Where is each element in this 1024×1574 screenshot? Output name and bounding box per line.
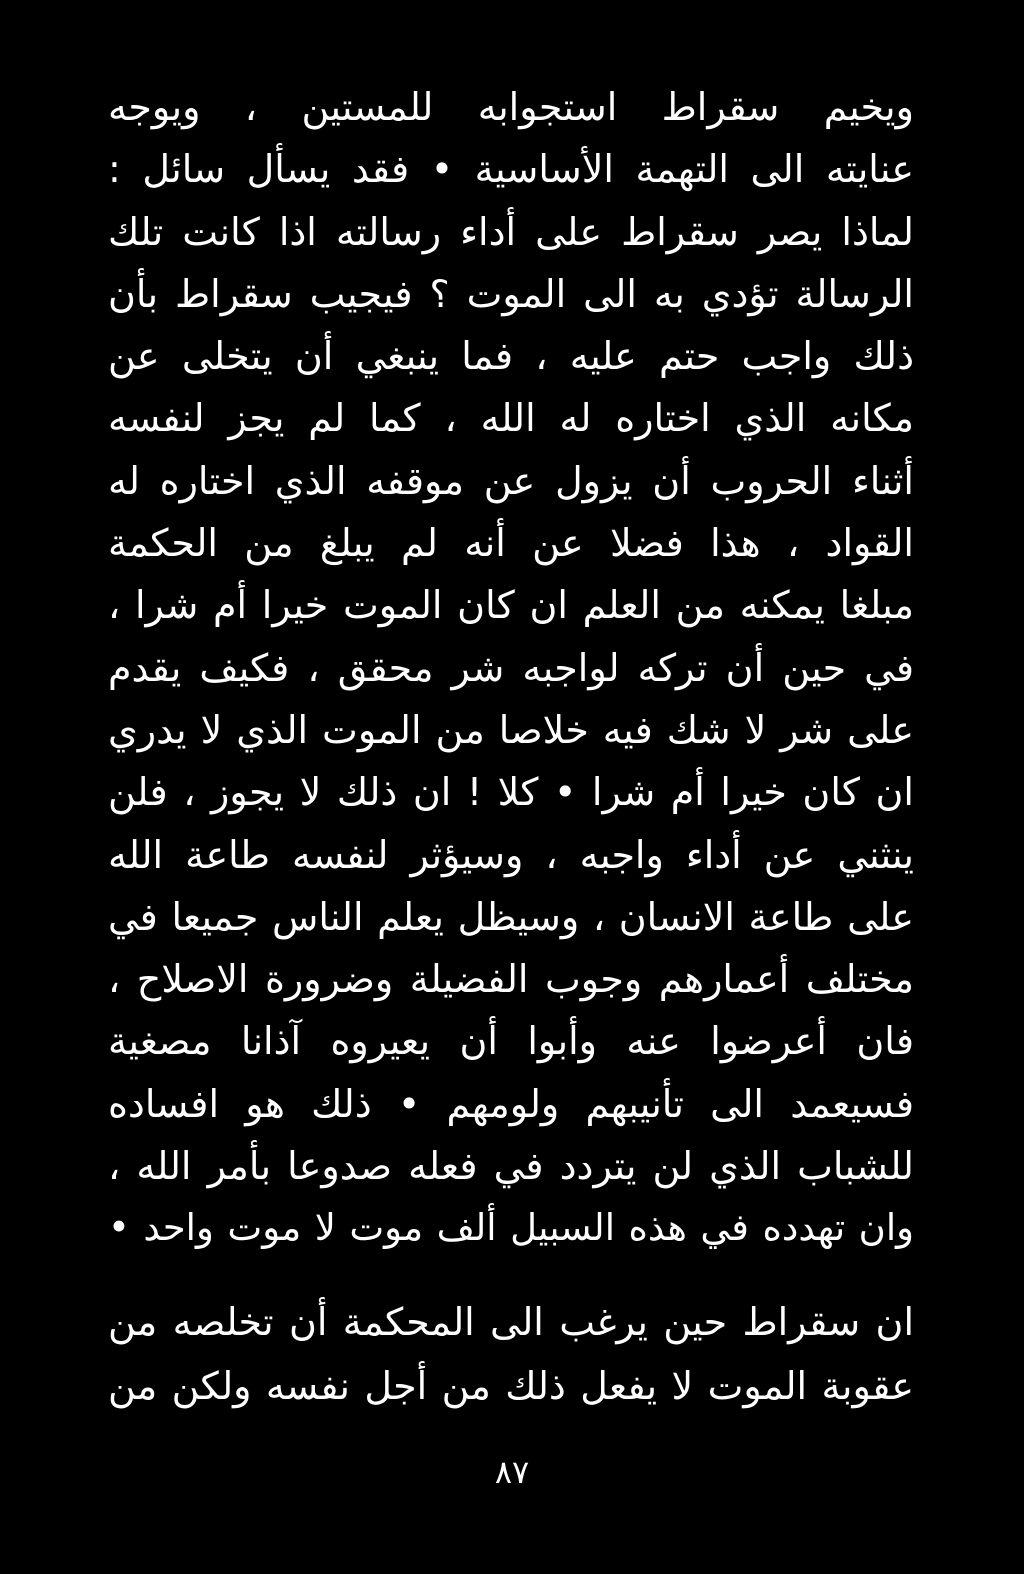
text-line: ان سقراط حين يرغب الى المحكمة أن تخلصه من: [108, 1300, 914, 1344]
text-line: ويخيم سقراط استجوابه للمستين ، ويوجه: [108, 85, 914, 129]
paragraph-2: [108, 1290, 914, 1418]
text-line: فسيعمد الى تأنيبهم ولومهم • ذلك هو افساده: [108, 1081, 914, 1126]
text-line: القواد ، هذا فضلا عن أنه لم يبلغ من الحكمة: [108, 521, 914, 566]
text-line: عنايته الى التهمة الأساسية • فقد يسأل سائل :: [108, 147, 914, 192]
text-line: ينثني عن أداء واجبه ، وسيؤثر لنفسه طاعة الله: [108, 832, 914, 877]
text-line: على شر لا شك فيه خلاصا من الموت الذي لا يدري: [108, 707, 914, 752]
text-line: مبلغا يمكنه من العلم ان كان الموت خيرا أم شرا ،: [108, 583, 914, 628]
paragraph-1: [108, 76, 914, 1260]
text-line: على طاعة الانسان ، وسيظل يعلم الناس جميعا في: [108, 894, 914, 939]
text-line: وان تهدده في هذه السبيل ألف موت لا موت واحد •: [108, 1206, 914, 1250]
text-line: ذلك واجب حتم عليه ، فما ينبغي أن يتخلى عن: [108, 334, 914, 379]
text-line: في حين أن تركه لواجبه شر محقق ، فكيف يقدم: [108, 645, 914, 690]
text-line: أثناء الحروب أن يزول عن موقفه الذي اختاره له: [108, 458, 914, 503]
text-line: فان أعرضوا عنه وأبوا أن يعيروه آذانا مصغية: [108, 1019, 914, 1064]
text-line: مكانه الذي اختاره له الله ، كما لم يجز لنفسه: [108, 396, 914, 441]
text-line: لماذا يصر سقراط على أداء رسالته اذا كانت تلك: [108, 209, 914, 254]
page-number: ٨٧: [494, 1453, 530, 1491]
text-line: للشباب الذي لن يتردد في فعله صدوعا بأمر الله ،: [108, 1144, 914, 1189]
text-line: الرسالة تؤدي به الى الموت ؟ فيجيب سقراط بأن: [108, 271, 914, 316]
text-line: ان كان خيرا أم شرا • كلا ! ان ذلك لا يجوز ، فلن: [108, 770, 914, 815]
text-line: عقوبة الموت لا يفعل ذلك من أجل نفسه ولكن من: [108, 1364, 914, 1408]
text-line: مختلف أعمارهم وجوب الفضيلة وضرورة الاصلاح ،: [108, 957, 914, 1002]
